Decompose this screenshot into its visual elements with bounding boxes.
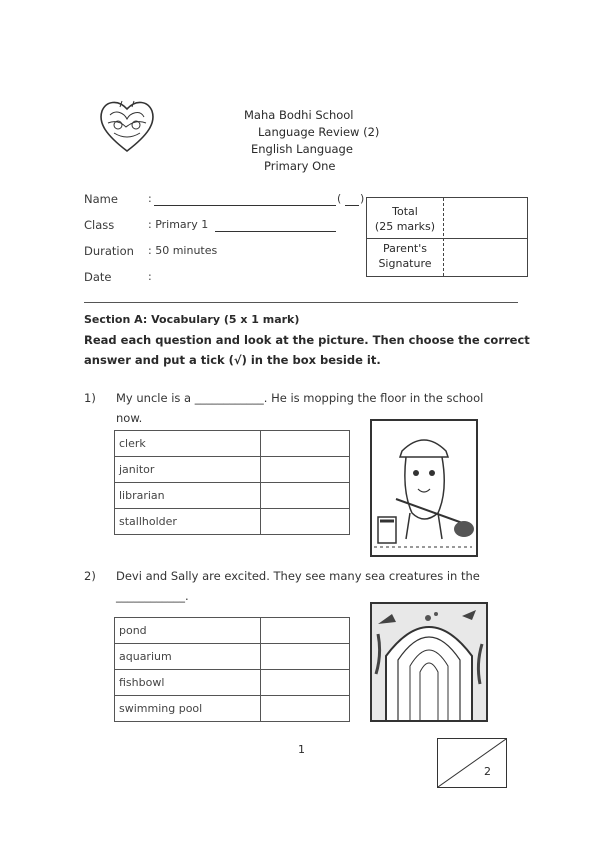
tick-box[interactable] <box>261 670 350 696</box>
question-2-text-cont: ____________. <box>116 589 189 603</box>
question-1-number: 1) <box>84 391 96 405</box>
marks-box <box>366 197 528 277</box>
option-label: aquarium <box>115 644 261 670</box>
option-label: clerk <box>115 431 261 457</box>
parent-label: Parent's <box>383 242 427 255</box>
duration-label: Duration <box>84 244 134 258</box>
subject-title: English Language <box>251 142 353 156</box>
option-row <box>115 431 350 457</box>
option-label: stallholder <box>115 509 261 535</box>
option-row <box>115 670 350 696</box>
option-label: pond <box>115 618 261 644</box>
instruction-line-1: Read each question and look at the picture. Then choose the correct <box>84 333 530 347</box>
section-a-title: Section A: Vocabulary (5 x 1 mark) <box>84 313 300 326</box>
register-number-line[interactable] <box>345 205 359 206</box>
option-label: fishbowl <box>115 670 261 696</box>
name-line[interactable] <box>154 205 336 206</box>
total-score-cell[interactable] <box>444 198 527 238</box>
janitor-picture <box>370 419 478 557</box>
option-row <box>115 457 350 483</box>
option-row <box>115 618 350 644</box>
class-line[interactable] <box>215 231 336 232</box>
diagonal-line <box>438 739 506 787</box>
tick-box[interactable] <box>261 618 350 644</box>
tick-box[interactable] <box>261 457 350 483</box>
total-marks-label: (25 marks) <box>374 220 436 233</box>
name-paren-close: ) <box>360 192 365 205</box>
divider <box>84 302 518 303</box>
signature-label: Signature <box>378 257 432 270</box>
option-row <box>115 483 350 509</box>
question-1-text-cont: now. <box>116 411 143 425</box>
score-corner-box <box>437 738 507 788</box>
option-label: swimming pool <box>115 696 261 722</box>
school-name: Maha Bodhi School <box>244 108 354 122</box>
question-2-text: Devi and Sally are excited. They see many sea creatures in the <box>116 569 480 583</box>
parent-signature-cell[interactable] <box>444 239 527 276</box>
option-label: librarian <box>115 483 261 509</box>
question-2-options <box>114 617 350 722</box>
tick-box[interactable] <box>261 696 350 722</box>
tick-box[interactable] <box>261 509 350 535</box>
tick-box[interactable] <box>261 483 350 509</box>
option-row <box>115 644 350 670</box>
option-row <box>115 696 350 722</box>
total-label: Total <box>392 205 418 218</box>
option-label: janitor <box>115 457 261 483</box>
date-label: Date <box>84 270 112 284</box>
question-1-options <box>114 430 350 535</box>
tick-box[interactable] <box>261 431 350 457</box>
page-number: 1 <box>298 743 305 756</box>
janitor-illustration <box>372 421 476 555</box>
name-label: Name <box>84 192 118 206</box>
name-colon: : <box>148 192 152 205</box>
duration-value: : 50 minutes <box>148 244 218 257</box>
date-colon: : <box>148 270 152 283</box>
level-title: Primary One <box>264 159 336 173</box>
question-1-text: My uncle is a ____________. He is mopping the floor in the school <box>116 391 484 405</box>
class-value: : Primary 1 <box>148 218 209 231</box>
name-paren-open: ( <box>337 192 342 205</box>
instruction-line-2: answer and put a tick (√) in the box beside it. <box>84 353 381 367</box>
option-row <box>115 509 350 535</box>
school-logo <box>96 95 158 155</box>
aquarium-illustration <box>372 604 486 720</box>
aquarium-picture <box>370 602 488 722</box>
tick-box[interactable] <box>261 644 350 670</box>
corner-number: 2 <box>484 765 491 778</box>
class-label: Class <box>84 218 115 232</box>
question-2-number: 2) <box>84 569 96 583</box>
review-title: Language Review (2) <box>258 125 380 139</box>
